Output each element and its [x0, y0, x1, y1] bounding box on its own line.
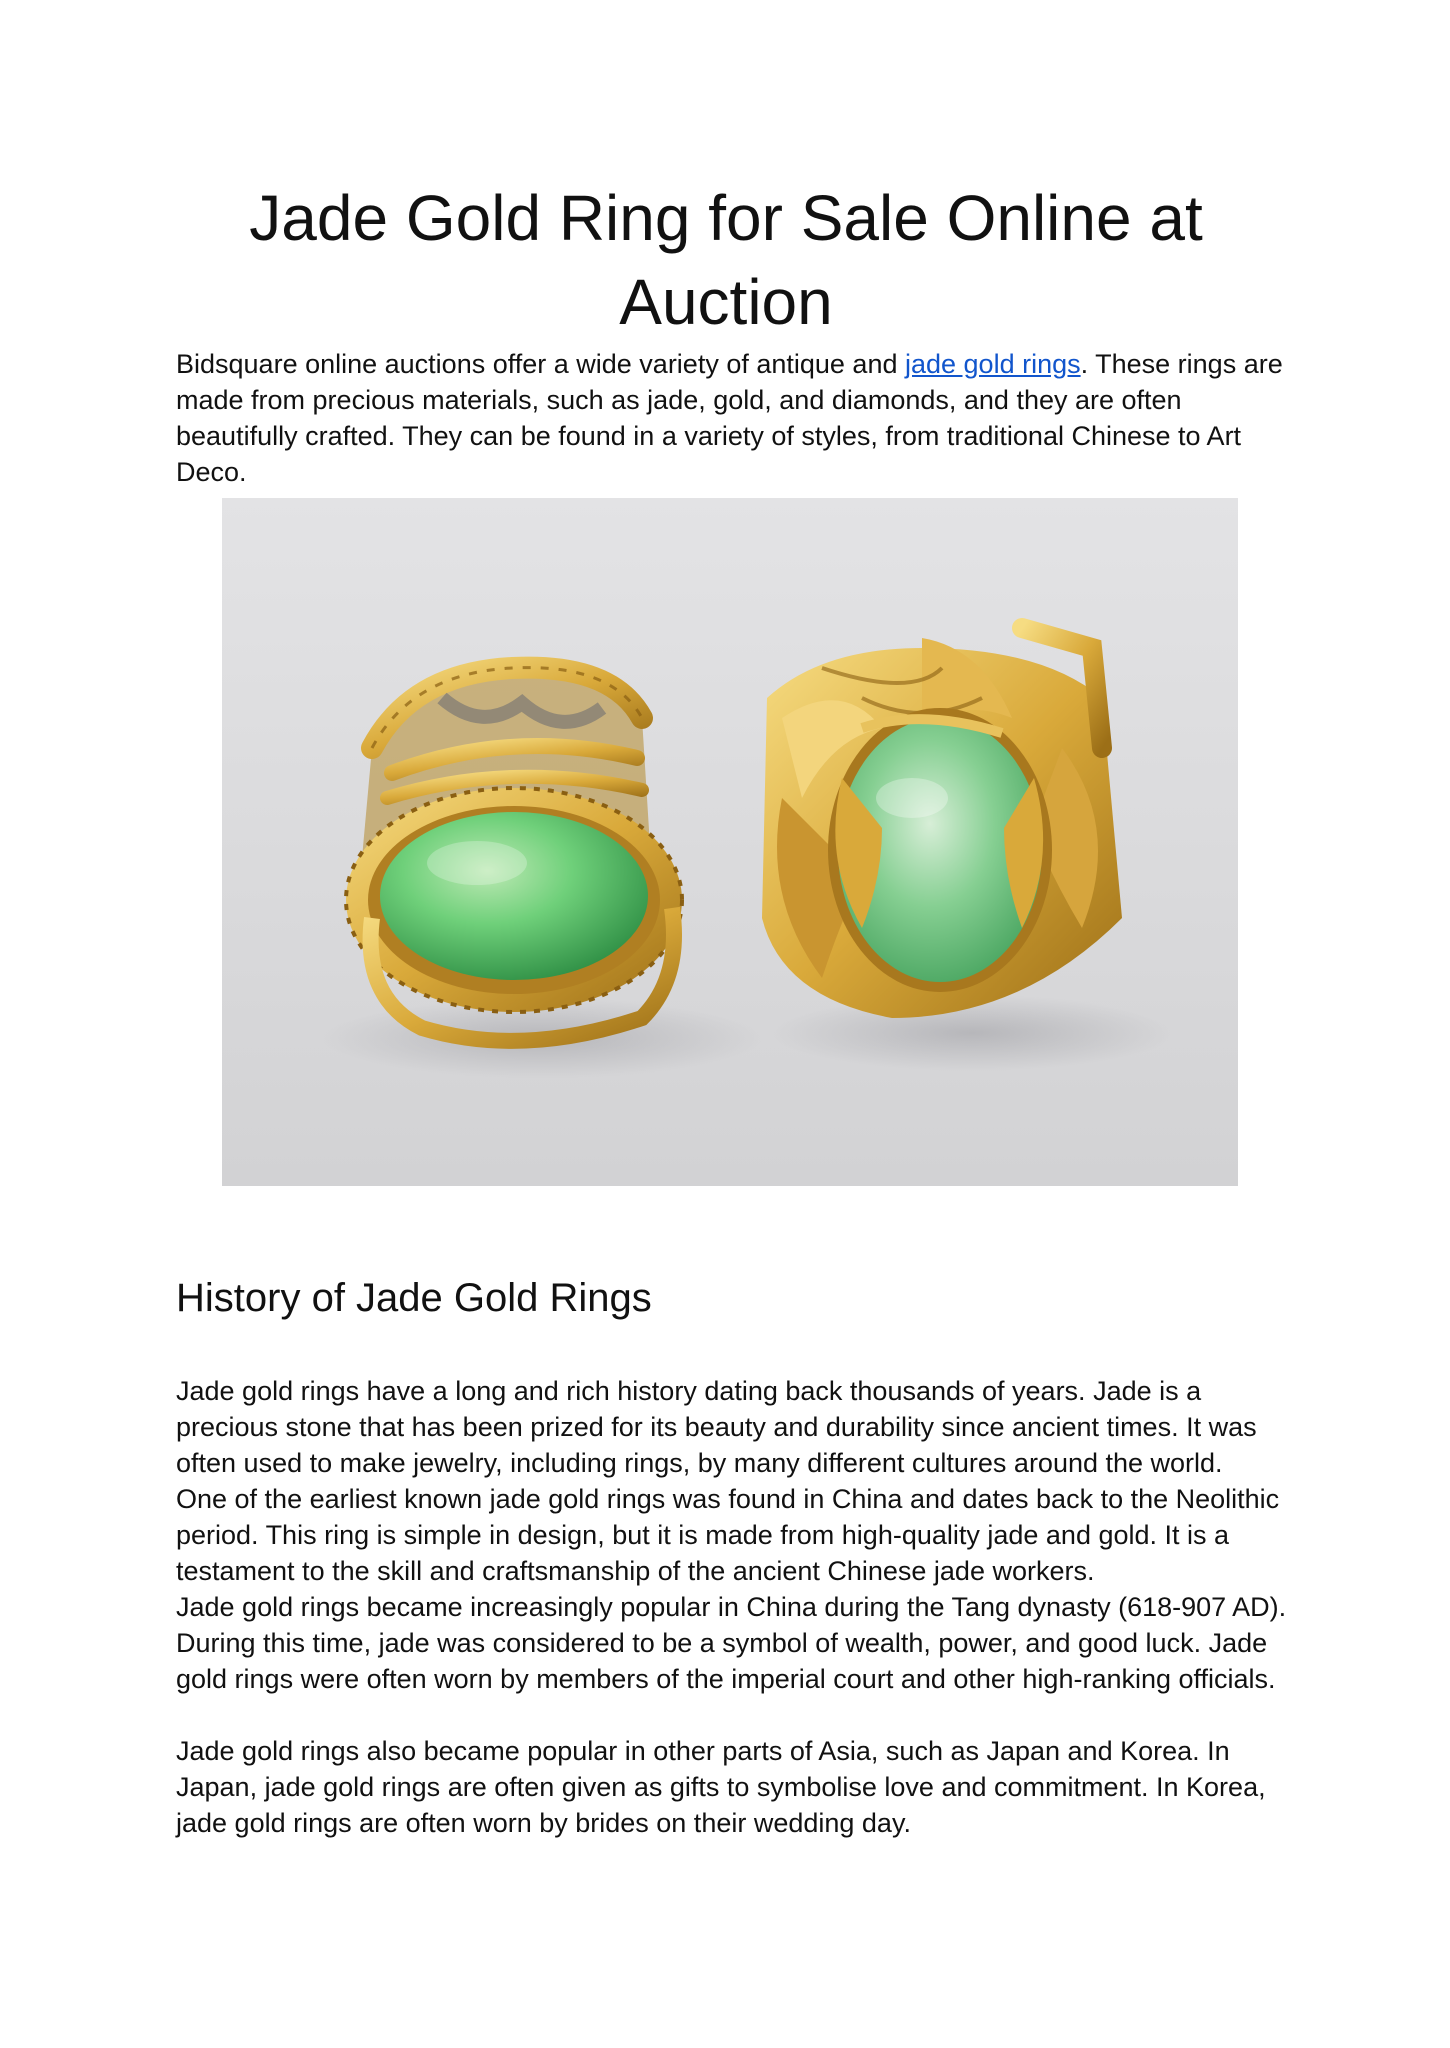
right-ring-icon [762, 628, 1122, 1018]
rings-illustration [222, 498, 1238, 1186]
history-paragraph-2: One of the earliest known jade gold rings was found in China and dates back to the Neolithic period. This ring is simple in design, but it is made from high-quality jade and gold. It is a testament to the skill and craftsmanship of the ancient Chinese jade workers. [176, 1484, 1280, 1586]
left-ring-icon [346, 668, 682, 1041]
jade-gold-rings-link[interactable]: jade gold rings [904, 349, 1081, 379]
jade-rings-photo [222, 498, 1238, 1186]
history-paragraph-4: Jade gold rings also became popular in other parts of Asia, such as Japan and Korea. In Japan, jade gold rings are often given as gifts to symbolise love and commitment. In Korea, jade gold rings are often worn by brides on their wedding day. [176, 1736, 1266, 1838]
intro-text-end: . These rings are made from precious materials, such as jade, gold, and diamonds, and they are often beautifully crafted. They can be found in a variety of styles, from traditional Chinese to Art Deco. [176, 349, 1283, 487]
history-heading: History of Jade Gold Rings [176, 1276, 652, 1320]
intro-text-start: Bidsquare online auctions offer a wide variety of antique and [176, 349, 905, 379]
paragraph-gap [176, 1697, 1301, 1733]
page-title: Jade Gold Ring for Sale Online at Auction [249, 182, 1203, 338]
history-paragraph-1: Jade gold rings have a long and rich history dating back thousands of years. Jade is a precious stone that has been prized for its beauty and durability since ancient times. It was often used to make jewelry, including rings, by many different cultures around the world. [176, 1376, 1257, 1478]
history-paragraph-3: Jade gold rings became increasingly popular in China during the Tang dynasty (618-907 AD). During this time, jade was considered to be a symbol of wealth, power, and good luck. Jade gold rings were often worn by members of the imperial court and other high-ranking officials. [176, 1592, 1287, 1694]
intro-paragraph [176, 346, 1301, 490]
history-body [176, 1373, 1301, 1841]
